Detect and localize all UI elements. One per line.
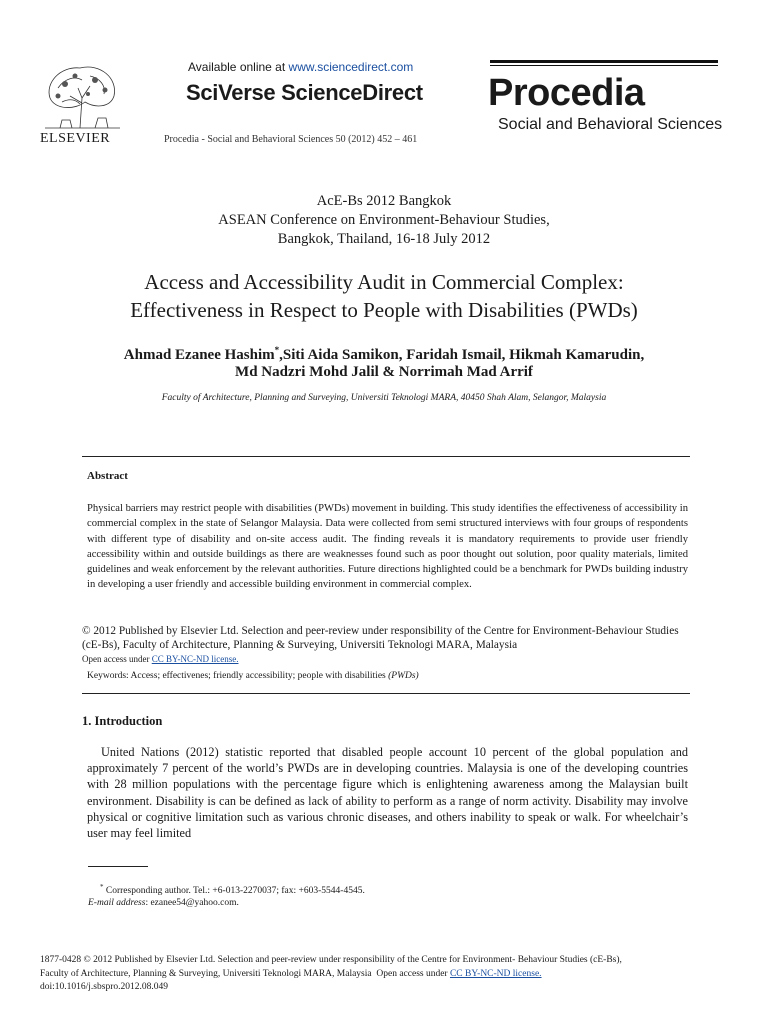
corresponding-author: Corresponding author. Tel.: +6-013-2270037; fax: +603-5544-4545. xyxy=(103,886,365,897)
introduction-body xyxy=(87,744,688,841)
paper-title-line-2: Effectiveness in Respect to People with Disabilities (PWDs) xyxy=(130,298,638,322)
introduction-text: United Nations (2012) statistic reported that disabled people account 10 percent of the global population and approximately 7 percent of the world’s PWDs are in developing countries. Malaysia is one of the developing countries with 28 million populations with the percentage figure which is enlightening awareness among the Malaysian built environment. Disability is can be defined as lack of ability to perform as a range of norm activity. Disability may involve physical or cognitive limitation such as various chronic diseases, and others inability to speak or walk. For wheelchair’s user may feel limited xyxy=(87,745,688,841)
faculty-line xyxy=(40,968,730,982)
conference-line-1: AcE-Bs 2012 Bangkok xyxy=(316,193,452,209)
bottom-open-access-prefix: Open access under xyxy=(371,968,450,979)
license-link[interactable]: CC BY-NC-ND license. xyxy=(151,654,239,664)
abstract-body: Physical barriers may restrict people with disabilities (PWDs) movement in building. This study identifies the effectiveness of accessibility in commercial complex in the state of Selangor Malaysia. Data were collected from semi structured interviews with four groups of respondents with different type of disability and on-site access audit. The finding reveals it is mandatory requirements to provide user friendly accessibility within and outside buildings as there are weaknesses found such as poor thought out solution, poor quality materials, limited guidelines and weak enforcement by the relevant authorities. Future directions highlighted could be a benchmark for PWDs building industry in developing a user friendly and accessible building environment in commercial complex. xyxy=(87,503,688,591)
author-mark: * xyxy=(274,345,280,355)
abstract-bottom-rule xyxy=(82,693,690,694)
abstract-top-rule xyxy=(82,456,690,457)
keywords-italic: (PWDs) xyxy=(388,671,419,681)
doi[interactable]: doi:10.1016/j.sbspro.2012.08.049 xyxy=(40,982,168,992)
faculty-text: Faculty of Architecture, Planning & Surveying, Universiti Teknologi MARA, Malaysia xyxy=(40,968,372,979)
availability-line xyxy=(188,60,413,74)
footnote-corresponding xyxy=(100,883,365,896)
conference-line-2: ASEAN Conference on Environment-Behaviour Studies, xyxy=(218,212,550,228)
journal-name: Procedia xyxy=(488,72,645,114)
publisher-name: ELSEVIER xyxy=(40,131,111,146)
paper-title-line-1: Access and Accessibility Audit in Commercial Complex: xyxy=(144,270,624,294)
email-address: : ezanee54@yahoo.com. xyxy=(145,898,239,908)
keywords xyxy=(87,671,419,681)
available-prefix: Available online at xyxy=(188,60,289,74)
bottom-matter xyxy=(40,954,730,995)
journal-rule-top xyxy=(490,60,718,63)
footnote-email xyxy=(88,898,239,908)
email-label: E-mail address xyxy=(88,898,146,908)
journal-subtitle: Social and Behavioral Sciences xyxy=(498,116,723,133)
issn-line: 1877-0428 © 2012 Published by Elsevier Ltd. Selection and peer-review under responsibility of the Centre for Environment- Behaviour Studies (cE-Bs), xyxy=(40,955,622,965)
keywords-text: Keywords: Access; effectivenes; friendly accessibility; people with disabilities xyxy=(87,671,389,681)
abstract-heading: Abstract xyxy=(87,470,128,482)
footnote-mark: * xyxy=(100,883,104,891)
co-authors: ,Siti Aida Samikon, Faridah Ismail, Hikmah Kamarudin, xyxy=(279,347,645,363)
open-access-prefix: Open access under xyxy=(82,654,152,664)
introduction-heading: 1. Introduction xyxy=(82,714,163,728)
affiliation: Faculty of Architecture, Planning and Surveying, Universiti Teknologi MARA, 40450 Shah Alam, Selangor, Malaysia xyxy=(161,393,607,403)
sciencedirect-link[interactable]: www.sciencedirect.com xyxy=(288,60,414,74)
platform-name: SciVerse ScienceDirect xyxy=(186,80,423,105)
conference-line-3: Bangkok, Thailand, 16-18 July 2012 xyxy=(277,231,491,247)
open-access-line xyxy=(82,654,238,664)
bottom-license-link[interactable]: CC BY-NC-ND license. xyxy=(449,968,542,979)
first-author: Ahmad Ezanee Hashim xyxy=(123,347,275,363)
journal-rule-bottom xyxy=(490,65,718,66)
journal-citation: Procedia - Social and Behavioral Sciences 50 (2012) 452 – 461 xyxy=(164,134,418,145)
copyright-statement: © 2012 Published by Elsevier Ltd. Selection and peer-review under responsibility of the Centre for Environment-Behaviour Studies (cE-Bs), Faculty of Architecture, Planning & Surveying, Universiti Teknologi MARA, Malaysia xyxy=(82,625,679,651)
footnote-rule xyxy=(88,866,148,867)
authors-line-2: Md Nadzri Mohd Jalil & Norrimah Mad Arrif xyxy=(235,364,533,380)
